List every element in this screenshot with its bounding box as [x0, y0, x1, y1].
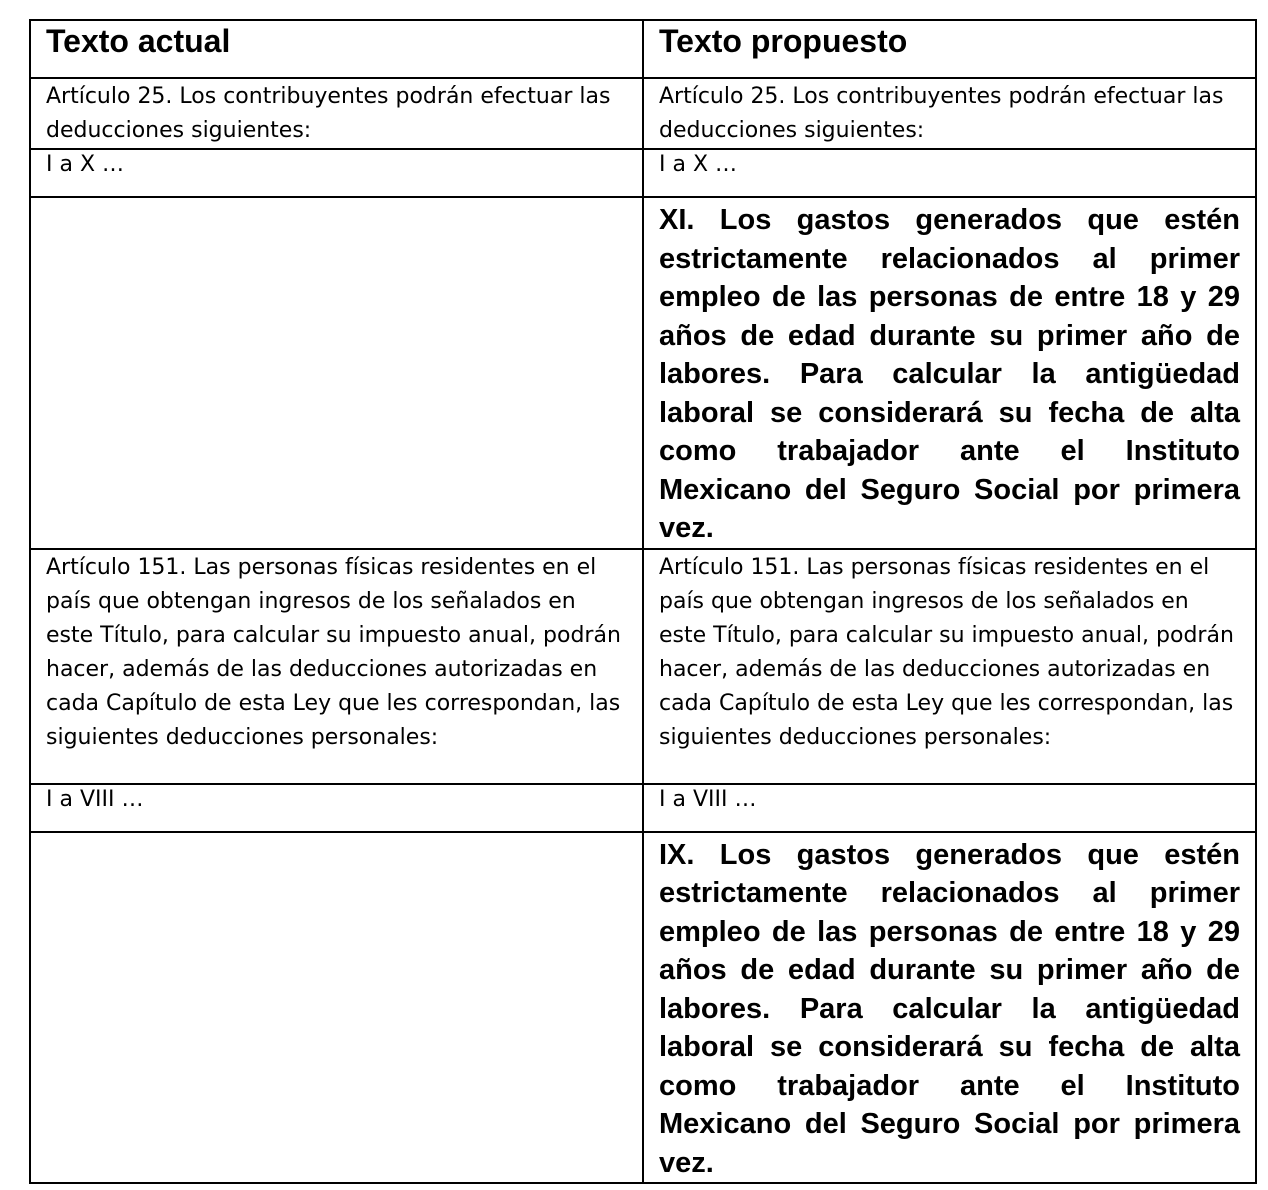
cell-proposed-article-151: Artículo 151. Las personas físicas residentes en el país que obtengan ingresos de los señalados en este Título, para calcular su impuesto anual, podrán hacer, además de las deducciones autorizadas en cada Capítulo de esta Ley que les correspondan, las siguientes deducciones personales: — [643, 549, 1256, 784]
cell-proposed-article-25: Artículo 25. Los contribuyentes podrán efectuar las deducciones siguientes: — [643, 78, 1256, 149]
table-row-fraction-xi — [30, 197, 1256, 549]
header-proposed-text: Texto propuesto — [643, 20, 1256, 78]
cell-current-article-25: Artículo 25. Los contribuyentes podrán efectuar las deducciones siguientes: — [30, 78, 643, 149]
cell-current-fractions-i-x: I a X … — [30, 149, 643, 197]
cell-proposed-fraction-xi: XI. Los gastos generados que estén estrictamente relacionados al primer empleo de las personas de entre 18 y 29 años de edad durante su primer año de labores. Para calcular la antigüedad laboral se considerará su fecha de alta como trabajador ante el Instituto Mexicano del Seguro Social por primera vez. — [643, 197, 1256, 549]
table-row-fractions-i-x — [30, 149, 1256, 197]
cell-current-fraction-xi — [30, 197, 643, 549]
header-row — [30, 20, 1256, 78]
cell-proposed-fractions-i-x: I a X … — [643, 149, 1256, 197]
header-current-text: Texto actual — [30, 20, 643, 78]
cell-proposed-fractions-i-viii: I a VIII … — [643, 784, 1256, 832]
cell-current-fractions-i-viii: I a VIII … — [30, 784, 643, 832]
cell-current-article-151: Artículo 151. Las personas físicas residentes en el país que obtengan ingresos de los señalados en este Título, para calcular su impuesto anual, podrán hacer, además de las deducciones autorizadas en cada Capítulo de esta Ley que les correspondan, las siguientes deducciones personales: — [30, 549, 643, 784]
table-row-article-151 — [30, 549, 1256, 784]
table-row-fractions-i-viii — [30, 784, 1256, 832]
table-row-article-25 — [30, 78, 1256, 149]
cell-current-fraction-ix — [30, 832, 643, 1184]
table-row-fraction-ix — [30, 832, 1256, 1184]
comparison-table — [29, 19, 1257, 1184]
cell-proposed-fraction-ix: IX. Los gastos generados que estén estrictamente relacionados al primer empleo de las personas de entre 18 y 29 años de edad durante su primer año de labores. Para calcular la antigüedad laboral se considerará su fecha de alta como trabajador ante el Instituto Mexicano del Seguro Social por primera vez. — [643, 832, 1256, 1184]
